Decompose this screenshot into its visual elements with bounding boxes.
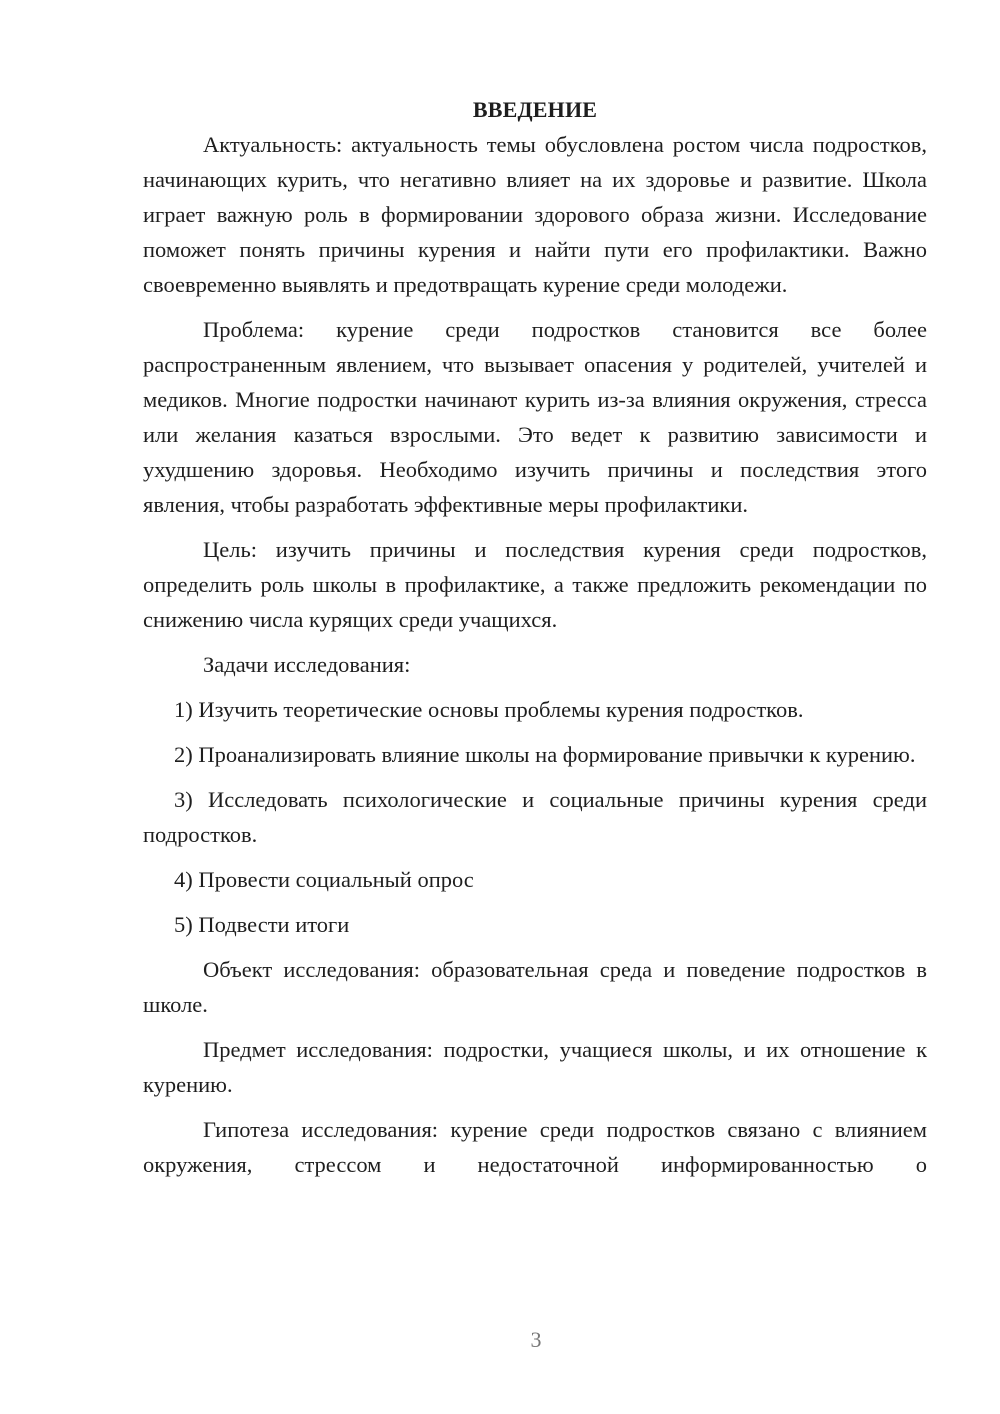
tasks-title: Задачи исследования: bbox=[203, 652, 411, 677]
paragraph-object: Объект исследования: образовательная среда и поведение подростков в школе. bbox=[143, 957, 927, 1017]
paragraph-hypothesis: Гипотеза исследования: курение среди подростков связано с влиянием окружения, стрессом и недостаточной информированностью о bbox=[143, 1117, 927, 1177]
document-heading: ВВЕДЕНИЕ bbox=[472, 97, 598, 122]
paragraph-subject: Предмет исследования: подростки, учащиеся школы, и их отношение к курению. bbox=[143, 1037, 927, 1097]
task-item-4: 4) Провести социальный опрос bbox=[174, 867, 474, 892]
task-item-1: 1) Изучить теоретические основы проблемы курения подростков. bbox=[174, 697, 804, 722]
paragraph-problem: Проблема: курение среди подростков становится все более распространенным явлением, что вызывает опасения у родителей, учителей и медиков. Многие подростки начинают курить из-за влияния окружения, стресса или желания казаться взрослыми. Это ведет к развитию зависимости и ухудшению здоровья. Необходимо изучить причины и последствия этого явления, чтобы разработать эффективные меры профилактики. bbox=[143, 317, 927, 517]
task-item-5: 5) Подвести итоги bbox=[174, 912, 350, 937]
paragraph-relevance: Актуальность: актуальность темы обусловлена ростом числа подростков, начинающих курить, что негативно влияет на их здоровье и развитие. Школа играет важную роль в формировании здорового образа жизни. Исследование поможет понять причины курения и найти пути его профилактики. Важно своевременно выявлять и предотвращать курение среди молодежи. bbox=[143, 132, 927, 297]
task-item-2: 2) Проанализировать влияние школы на формирование привычки к курению. bbox=[174, 742, 916, 767]
page-number: 3 bbox=[530, 1327, 542, 1352]
task-item-3: 3) Исследовать психологические и социальные причины курения среди подростков. bbox=[143, 787, 927, 847]
paragraph-goal: Цель: изучить причины и последствия курения среди подростков, определить роль школы в профилактике, а также предложить рекомендации по снижению числа курящих среди учащихся. bbox=[143, 537, 927, 632]
document-page bbox=[143, 92, 927, 1192]
